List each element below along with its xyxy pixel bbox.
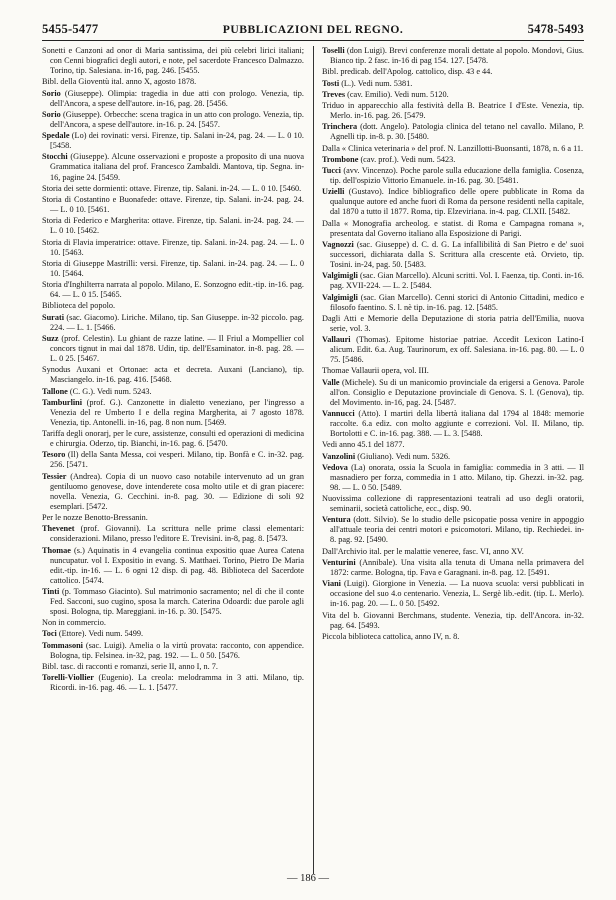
header-right-range: 5478-5493 <box>527 22 584 36</box>
catalogue-entry: Bibl. tasc. di racconti e romanzi, serie II, anno I, n. 7. <box>42 661 218 671</box>
catalogue-entry: Tucci (avv. Vincenzo). Poche parole sulla educazione della famiglia. Cosenza, tip. dell'ospizio Vittorio Emanuele. in-16. pag. 30. [5481. <box>322 166 584 186</box>
catalogue-entry: Ventura (dott. Silvio). Se lo studio delle psicopatie possa venire in appoggio all'attuale teoria dei centri motori e psicomotori. Milano, tip. Rechiedei. in-8. pag. 92. [5490. <box>322 515 584 545</box>
header-rule <box>42 40 584 41</box>
catalogue-entry: Toselli (don Luigi). Brevi conferenze morali dettate al popolo. Mondovi, Gius. Bianco tip. 2 fasc. in-16 di pag 154. 127. [5478. <box>322 46 584 66</box>
catalogue-entry: Per le nozze Benotto-Bressanin. <box>42 513 148 522</box>
catalogue-entry: Toci (Ettore). Vedi num. 5499. <box>42 629 144 639</box>
catalogue-entry: Dalla « Monografia archeolog. e statist. di Roma e Campagna romana », presentata dal Governo italiano alla Esposizione di Parigi. <box>322 218 584 238</box>
catalogue-entry: Valgimigli (sac. Gian Marcello). Alcuni scritti. Vol. I. Faenza, tip. Conti. in-16. pag. XVII-224. — L. 2. [5484. <box>322 271 584 291</box>
catalogue-entry: Dagli Atti e Memorie della Deputazione di storia patria dell'Emilia, nuova serie, vol. 3. <box>322 313 584 333</box>
catalogue-entry: Thevenet (prof. Giovanni). La scrittura nelle prime classi elementari: considerazioni. Milano, presso l'editore E. Trevisini. in-8, pag. 8. [5473. <box>42 524 304 544</box>
page-number: — 186 — <box>287 873 329 884</box>
catalogue-entry: Stocchi (Giuseppe). Alcune osservazioni e proposte a proposito di una nuova Grammatica italiana del prof. Francesco Zambaldi. Mantova, tip. Segna. in-16, pagine 24. [5459. <box>42 152 304 182</box>
catalogue-entry: Bibl. della Gioventù ital. anno X, agosto 1878. <box>42 77 197 87</box>
catalogue-entry: Treves (cav. Emilio). Vedi num. 5120. <box>322 89 449 99</box>
catalogue-entry: Dalla « Clinica veterinaria » del prof. N. Lanzillotti-Buonsanti, 1878, n. 6 a 11. <box>322 143 584 153</box>
catalogue-entry: Torelli-Viollier (Eugenio). La creola: melodramma in 3 atti. Milano, tip. Ricordi. in-16. pag. 46. — L. 1. [5477. <box>42 673 304 693</box>
catalogue-entry: Spedale (Lo) dei rovinati: versi. Firenze, tip. Salani in-24, pag. 24. — L. 0 10. [5458. <box>42 131 304 151</box>
catalogue-entry: Storia di Federico e Margherita: ottave. Firenze, tip. Salani. in-24. pag. 24. — L. 0 10. [5462. <box>42 216 304 236</box>
catalogue-entry: Tessier (Andrea). Copia di un nuovo caso notabile intervenuto ad un gran gentiluomo genovese, dove intenderete cosa molto utile et di gran piacere: novella. Venezia, G. Cecchini. in-8. pag. 30. — Edizione di soli 92 esemplari. [5472. <box>42 471 304 511</box>
catalogue-entry: Viani (Luigi). Giorgione in Venezia. — La nuova scuola: versi pubblicati in occasione del suo 4.o centenario. Venezia, L. Sergè lib.-edit. (tip. L. Merlo). in-16. pag. 20. — L. 0 50. [5492. <box>322 579 584 609</box>
catalogue-entry: Valgimigli (sac. Gian Marcello). Cenni storici di Antonio Cittadini, medico e filosofo faentino. S. l. nè tip. in-16. pag. 12. [5485. <box>322 292 584 312</box>
catalogue-entry: Trombone (cav. prof.). Vedi num. 5423. <box>322 154 456 164</box>
header-title: PUBBLICAZIONI DEL REGNO. <box>222 23 404 36</box>
catalogue-entry: Vedi anno 45.1 del 1877. <box>322 440 405 450</box>
catalogue-entry: Suzz (prof. Celestin). Lu ghiant de razze latine. — Il Friul a Mompellier col concors tignut in mai dal 1878. Udin, tip. dell'Esaminator. in-8. pag. 28. — L. 0 25. [5467. <box>42 333 304 363</box>
catalogue-entry: Dall'Archivio ital. per le malattie veneree, fasc. VI, anno XV. <box>322 546 524 556</box>
catalogue-entry: Synodus Auxani et Ortonae: acta et decreta. Auxani (Lanciano), tip. Masciangelo. in-16. pag. 416. [5468. <box>42 365 304 385</box>
running-header <box>42 22 584 37</box>
right-column <box>322 46 584 870</box>
catalogue-entry: Sorio (Giuseppe). Olimpia: tragedia in due atti con prologo. Venezia, tip. dell'Ancora, a spese dell'autore. in-16, pag. 28. [5456. <box>42 88 304 108</box>
catalogue-entry: Vagnozzi (sac. Giuseppe) d. C. d. G. La infallibilità di San Pietro e de' suoi successori, dichiarata dalla S. Scrittura alla crescente età. Orvieto, tip. Tosini. in-24, pag. 50. [5483. <box>322 239 584 269</box>
catalogue-entry: Tommasoni (sac. Luigi). Amelia o la virtù provata: racconto, con appendice. Bologna, tip. Felsinea. in-32, pag. 192. — L. 0 50. [5476. <box>42 640 304 660</box>
catalogue-entry: Storia d'Inghilterra narrata al popolo. Milano, E. Sonzogno edit.-tip. in-16. pag. 64. — L. 0 15. [5465. <box>42 280 304 300</box>
catalogue-entry: Vedova (La) onorata, ossia la Scuola in famiglia: commedia in 3 atti. — Il masnadiero per forza, commedia in 1 atto. Milano, tip. Ghezzi. in-32. pag. 98. — L. 0 50. [5489. <box>322 462 584 492</box>
catalogue-entry: Storia di Flavia imperatrice: ottave. Firenze, tip. Salani. in-24. pag. 24. — L. 0 10. [5463. <box>42 237 304 257</box>
catalogue-entry: Vita del b. Giovanni Berchmans, studente. Venezia, tip. dell'Ancora. in-32. pag. 64. [5493. <box>322 610 584 630</box>
catalogue-entry: Thomae (s.) Aquinatis in 4 evangelia continua expositio quae Aurea Catena nuncupatur. vol I. Expositio in evang. S. Matthaei. Torino, Pietro De Maria edit.-tip. in-16. — L. 6 ogni 12 disp. di pag. 48. Biblioteca del Sacerdote cattolico. [5474. <box>42 545 304 585</box>
catalogue-entry: Storia di Costantino e Buonafede: ottave. Firenze, tip. Salani. in-24. pag. 24. — L. 0 10. [5461. <box>42 194 304 215</box>
catalogue-entry: Valle (Michele). Su di un manicomio provinciale da erigersi a Genova. Parole all'on. Consiglio e Deputazione provinciale di Genova. S. l. (Genova), tip. del Movimento. in-16, pag. 24. [5487. <box>322 377 584 407</box>
catalogue-entry: Tesoro (Il) della Santa Messa, coi vesperi. Milano, tip. Bonfà e C. in-32. pag. 256. [5471. <box>42 450 304 470</box>
left-column <box>42 46 304 870</box>
catalogue-entry: Tariffa degli onorarj, per le cure, assistenze, consulti ed operazioni di medicina e chirurgia. Oderzo, tip. Bianchi, in-16. pag. 6. [5470. <box>42 429 304 449</box>
catalogue-entry: Thomae Vallaurii opera, vol. III. <box>322 366 429 376</box>
catalogue-entry: Triduo in apparecchio alla festività della B. Beatrice I d'Este. Venezia, tip. Merlo. in-16. pag. 26. [5479. <box>322 100 584 121</box>
catalogue-entry: Vannucci (Atto). I martiri della libertà italiana dal 1794 al 1848: memorie raccolte. 6.a ediz. con molto aggiunte e correzioni. Vol. II. Milano, tip. Bortolotti e C. in-16. pag. 388. — L. 3. [5488. <box>322 408 584 439</box>
catalogue-entry: Vallauri (Thomas). Epitome historiae patriae. Accedit Lexicon Latino-I alicum. Edit. 6.a. Aug. Taurinorum, ex off. Salesiana. in-16. pag. 80. — L. 0 75. [5486. <box>322 335 584 365</box>
catalogue-entry: Piccola biblioteca cattolica, anno IV, n. 8. <box>322 631 460 641</box>
catalogue-entry: Sorio (Giuseppe). Orbecche: scena tragica in un atto con prologo. Venezia, tip. dell'Ancora, a spese dell'autore. in-16. p. 24. [5457. <box>42 109 304 129</box>
catalogue-entry: Tallone (C. G.). Vedi num. 5243. <box>42 386 152 396</box>
catalogue-entry: Bibl. predicab. dell'Apolog. cattolico, disp. 43 e 44. <box>322 67 493 77</box>
catalogue-entry: Non in commercio. <box>42 618 106 628</box>
header-left-range: 5455-5477 <box>42 22 99 36</box>
catalogue-entry: Uzielli (Gustavo). Indice bibliografico delle opere pubblicate in Roma da qualunque autore ed anche fuori di Roma da persone residenti nella capitale, dal 1870 a tutto il 1877. Roma, tip. Elzeviriana. in-4. pag. CLXII. [5482. <box>322 187 584 217</box>
catalogue-entry: Tinti (p. Tommaso Giacinto). Sul matrimonio sacramento; nel dì che il conte Fed. Sacconi, suo cugino, sposa la march. Caterina Odoardi: due parole agli sposi. Bologna, tip. Mareggiani. in-16. p. 30. [5475. <box>42 586 304 616</box>
catalogue-entry: Tamburlini (prof. G.). Canzonette in dialetto veneziano, per l'ingresso a Venezia del re Umberto I e della regina Margherita, ai 7 agosto 1878. Venezia, tip. Antonelli. in-16, pag. 8 non num. [5469. <box>42 397 304 427</box>
catalogue-entry: Storia di Giuseppe Mastrilli: versi. Firenze, tip. Salani. in-24. pag. 24. — L. 0 10. [5464. <box>42 258 304 278</box>
catalogue-entry: Surati (sac. Giacomo). Liriche. Milano, tip. San Giuseppe. in-32 piccolo. pag. 224. — L. 1. [5466. <box>42 312 304 332</box>
catalogue-entry: Sonetti e Canzoni ad onor di Maria santissima, dei più celebri lirici italiani; con Cenni biografici degli autori, e note, pel sacerdote Francesco Dalmazzo. Torino, tip. Salesiana. in-16, pag. 246. [5455. <box>42 46 304 76</box>
catalogue-entry: Trinchera (dott. Angelo). Patologia clinica del tetano nel cavallo. Milano, P. Agnelli tip. in-8. p. 30. [5480. <box>322 122 584 142</box>
catalogue-entry: Tosti (L.). Vedi num. 5381. <box>322 78 413 88</box>
column-divider <box>313 46 314 874</box>
catalogue-entry: Nuovissima collezione di rappresentazioni teatrali ad uso degli oratorii, seminarii, società cattoliche, ecc., disp. 90. <box>322 494 584 514</box>
catalogue-entry: Biblioteca del popolo. <box>42 301 116 311</box>
catalogue-entry: Venturini (Annibale). Una visita alla tenuta di Umana nella primavera del 1872: carme. Bologna, tip. Fava e Garagnani. in-8. pag. 12. [5491. <box>322 557 584 577</box>
catalogue-entry: Storia dei sette dormienti: ottave. Firenze, tip. Salani. in-24. — L. 0 10. [5460. <box>42 183 302 193</box>
catalogue-entry: Vanzolini (Giuliano). Vedi num. 5326. <box>322 451 451 461</box>
